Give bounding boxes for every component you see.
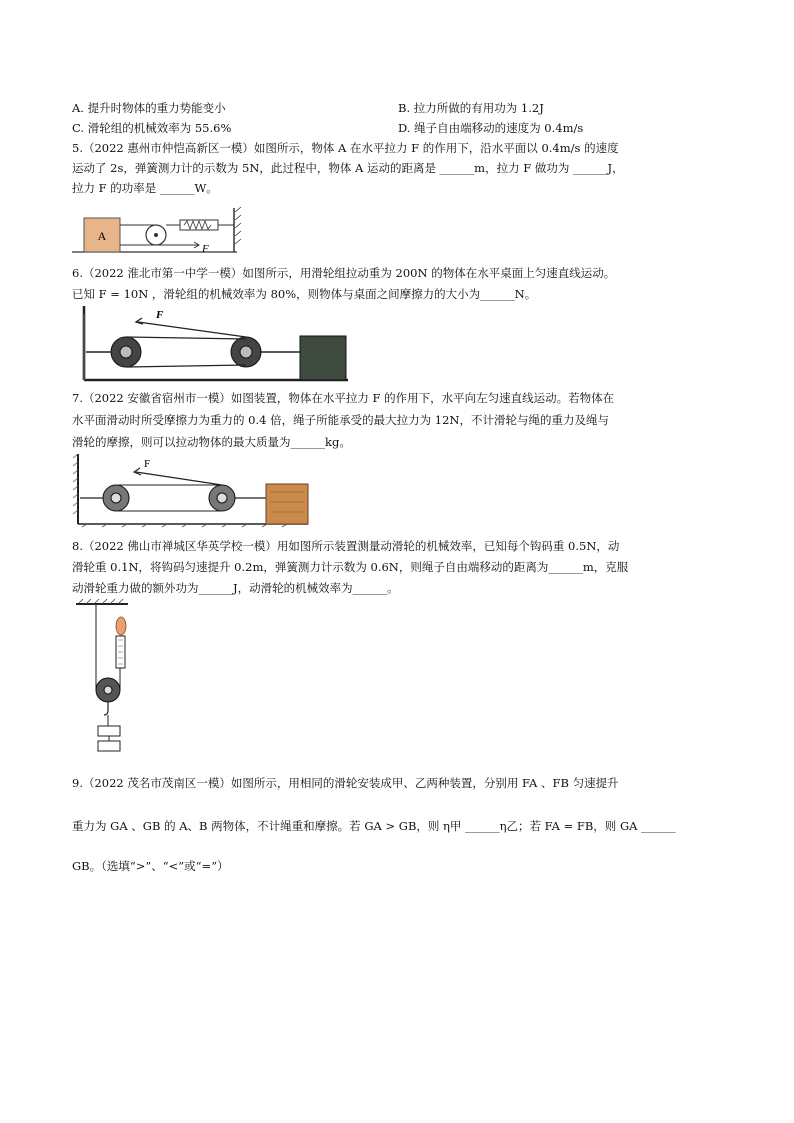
q5-block-label: A bbox=[97, 229, 107, 243]
q5-line-1: 5.（2022 惠州市仲恺高新区一模）如图所示，物体 A 在水平拉力 F 的作用下，沿水平面以 0.4m/s 的速度 bbox=[72, 141, 619, 155]
q7-line-1: 7.（2022 安徽省宿州市一模）如图装置，物体在水平拉力 F 的作用下，水平向左匀速直线运动。若物体在 bbox=[72, 391, 615, 405]
q7-line-3: 滑轮的摩擦，则可以拉动物体的最大质量为______kg。 bbox=[72, 435, 351, 449]
q8-line-1: 8.（2022 佛山市禅城区华英学校一模）用如图所示装置测量动滑轮的机械效率，已知每个钩码重 0.5N，动 bbox=[72, 539, 620, 553]
q6-figure bbox=[78, 304, 353, 384]
q9-line-2: 重力为 GA 、GB 的 A、B 两物体，不计绳重和摩擦。若 GA > GB，则 η甲 ______η乙；若 FA = FB，则 GA ______ bbox=[72, 819, 676, 833]
option-b: B. 拉力所做的有用功为 1.2J bbox=[398, 101, 544, 115]
q5-figure bbox=[72, 204, 252, 256]
option-d: D. 绳子自由端移动的速度为 0.4m/s bbox=[398, 121, 584, 135]
q7-figure bbox=[72, 452, 312, 528]
q6-line-2: 已知 F = 10N ，滑轮组的机械效率为 80%，则物体与桌面之间摩擦力的大小为______N。 bbox=[72, 287, 537, 301]
q5-line-2: 运动了 2s，弹簧测力计的示数为 5N，此过程中，物体 A 运动的距离是 ______m，拉力 F 做功为 ______J， bbox=[72, 161, 624, 175]
q8-line-3: 动滑轮重力做的额外功为______J，动滑轮的机械效率为______。 bbox=[72, 581, 399, 595]
q7-line-2: 水平面滑动时所受摩擦力为重力的 0.4 倍，绳子所能承受的最大拉力为 12N，不计滑轮与绳的重力及绳与 bbox=[72, 413, 609, 427]
q7-force-label: F bbox=[144, 458, 151, 470]
option-c: C. 滑轮组的机械效率为 55.6% bbox=[72, 121, 232, 135]
q9-line-3: GB。（选填“>”、“<”或“=”） bbox=[72, 859, 229, 873]
q9-line-1: 9.（2022 茂名市茂南区一模）如图所示，用相同的滑轮安装成甲、乙两种装置，分别用 FA 、FB 匀速提升 bbox=[72, 776, 619, 790]
q6-force-label: F bbox=[156, 309, 164, 321]
q6-line-1: 6.（2022 淮北市第一中学一模）如图所示，用滑轮组拉动重为 200N 的物体在水平桌面上匀速直线运动。 bbox=[72, 266, 616, 280]
q5-line-3: 拉力 F 的功率是 ______W。 bbox=[72, 181, 218, 195]
q8-line-2: 滑轮重 0.1N，将钩码匀速提升 0.2m，弹簧测力计示数为 0.6N，则绳子自由端移动的距离为______m，克服 bbox=[72, 560, 629, 574]
q8-figure bbox=[72, 598, 152, 756]
q5-force-label: F bbox=[202, 243, 209, 255]
option-a: A. 提升时物体的重力势能变小 bbox=[72, 101, 226, 115]
